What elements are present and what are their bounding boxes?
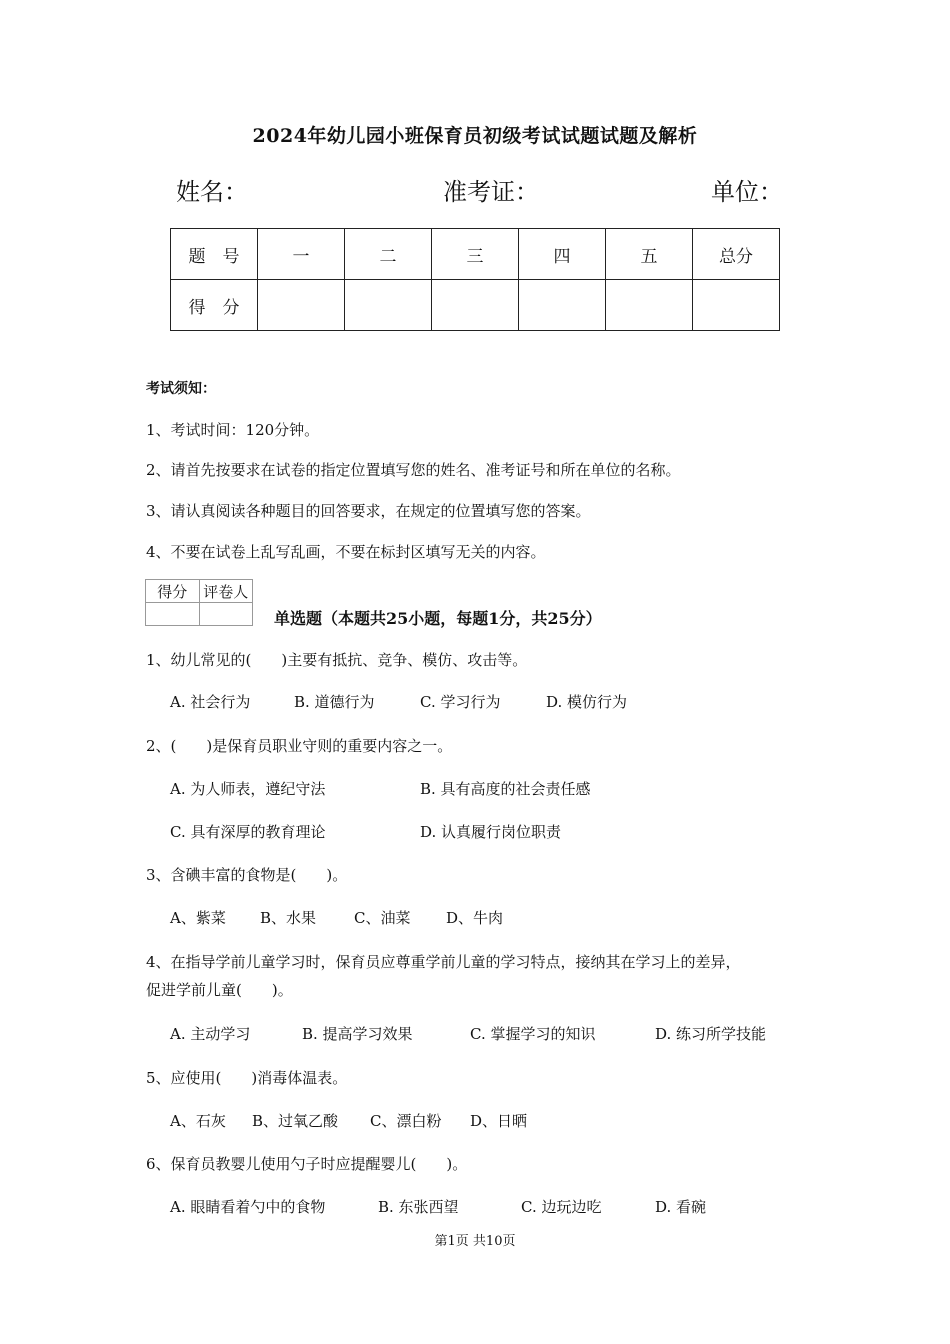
score-table-header-cell: 二 <box>345 229 432 280</box>
question-option: C、漂白粉 <box>370 1112 442 1130</box>
question-option: B. 东张西望 <box>378 1198 459 1216</box>
grader-box-grader-label: 评卷人 <box>199 580 253 603</box>
grader-box-score-label: 得分 <box>146 580 200 603</box>
question-option: B、水果 <box>260 909 317 927</box>
question-option: B. 具有高度的社会责任感 <box>420 780 591 798</box>
score-cell <box>432 280 519 331</box>
score-cell <box>258 280 345 331</box>
question-stem-continuation: 促进学前儿童( )。 <box>146 981 293 999</box>
question-option: A、紫菜 <box>170 909 226 927</box>
score-table-header-cell: 四 <box>519 229 606 280</box>
question-option: A. 主动学习 <box>170 1025 251 1043</box>
score-row-label: 得 分 <box>171 280 258 331</box>
notice-item: 2、请首先按要求在试卷的指定位置填写您的姓名、准考证号和所在单位的名称。 <box>146 461 681 479</box>
question-option: C、油菜 <box>354 909 411 927</box>
question-stem: 6、保育员教婴儿使用勺子时应提醒婴儿( )。 <box>146 1155 468 1173</box>
section-title: 单选题（本题共25小题，每题1分，共25分） <box>274 609 602 628</box>
question-stem: 1、幼儿常见的( )主要有抵抗、竞争、模仿、攻击等。 <box>146 651 528 669</box>
question-option: A. 眼睛看着勺中的食物 <box>170 1198 326 1216</box>
question-option: D、牛肉 <box>446 909 504 927</box>
score-cell <box>606 280 693 331</box>
score-table-header-cell: 三 <box>432 229 519 280</box>
score-cell <box>519 280 606 331</box>
score-table-header-cell: 题 号 <box>171 229 258 280</box>
score-table <box>170 228 780 331</box>
score-cell <box>693 280 780 331</box>
page-footer: 第1页 共10页 <box>434 1234 516 1249</box>
score-table-header-cell: 一 <box>258 229 345 280</box>
unit-label: 单位： <box>711 178 783 206</box>
score-table-score-row <box>171 280 780 331</box>
page-title: 2024年幼儿园小班保育员初级考试试题试题及解析 <box>252 125 698 147</box>
ticket-number-label: 准考证： <box>443 178 539 206</box>
question-option: D. 看碗 <box>655 1198 707 1216</box>
question-stem: 2、( )是保育员职业守则的重要内容之一。 <box>146 737 453 755</box>
notice-heading: 考试须知： <box>146 381 216 397</box>
score-cell <box>345 280 432 331</box>
score-table-header-cell: 总分 <box>693 229 780 280</box>
question-option: A. 社会行为 <box>170 693 251 711</box>
grader-box <box>145 579 253 626</box>
notice-item: 3、请认真阅读各种题目的回答要求，在规定的位置填写您的答案。 <box>146 502 591 520</box>
question-option: A、石灰 <box>170 1112 226 1130</box>
question-stem: 3、含碘丰富的食物是( )。 <box>146 866 348 884</box>
question-option: A. 为人师表，遵纪守法 <box>170 780 326 798</box>
question-option: B. 道德行为 <box>294 693 375 711</box>
question-option: D、日晒 <box>470 1112 528 1130</box>
score-table-header-cell: 五 <box>606 229 693 280</box>
question-stem: 5、应使用( )消毒体温表。 <box>146 1069 348 1087</box>
notice-item: 4、不要在试卷上乱写乱画，不要在标封区填写无关的内容。 <box>146 543 546 561</box>
notice-item: 1、考试时间：120分钟。 <box>146 421 320 439</box>
question-option: C. 学习行为 <box>420 693 501 711</box>
grader-box-score-cell <box>146 603 200 626</box>
question-option: D. 模仿行为 <box>546 693 628 711</box>
question-option: C. 掌握学习的知识 <box>470 1025 596 1043</box>
name-label: 姓名： <box>176 178 248 206</box>
question-option: D. 认真履行岗位职责 <box>420 823 562 841</box>
question-stem: 4、在指导学前儿童学习时，保育员应尊重学前儿童的学习特点，接纳其在学习上的差异， <box>146 953 741 971</box>
question-option: D. 练习所学技能 <box>655 1025 767 1043</box>
question-option: C. 边玩边吃 <box>521 1198 602 1216</box>
score-table-header-row <box>171 229 780 280</box>
question-option: B、过氧乙酸 <box>252 1112 339 1130</box>
grader-box-grader-cell <box>199 603 253 626</box>
question-option: C. 具有深厚的教育理论 <box>170 823 326 841</box>
question-option: B. 提高学习效果 <box>302 1025 413 1043</box>
